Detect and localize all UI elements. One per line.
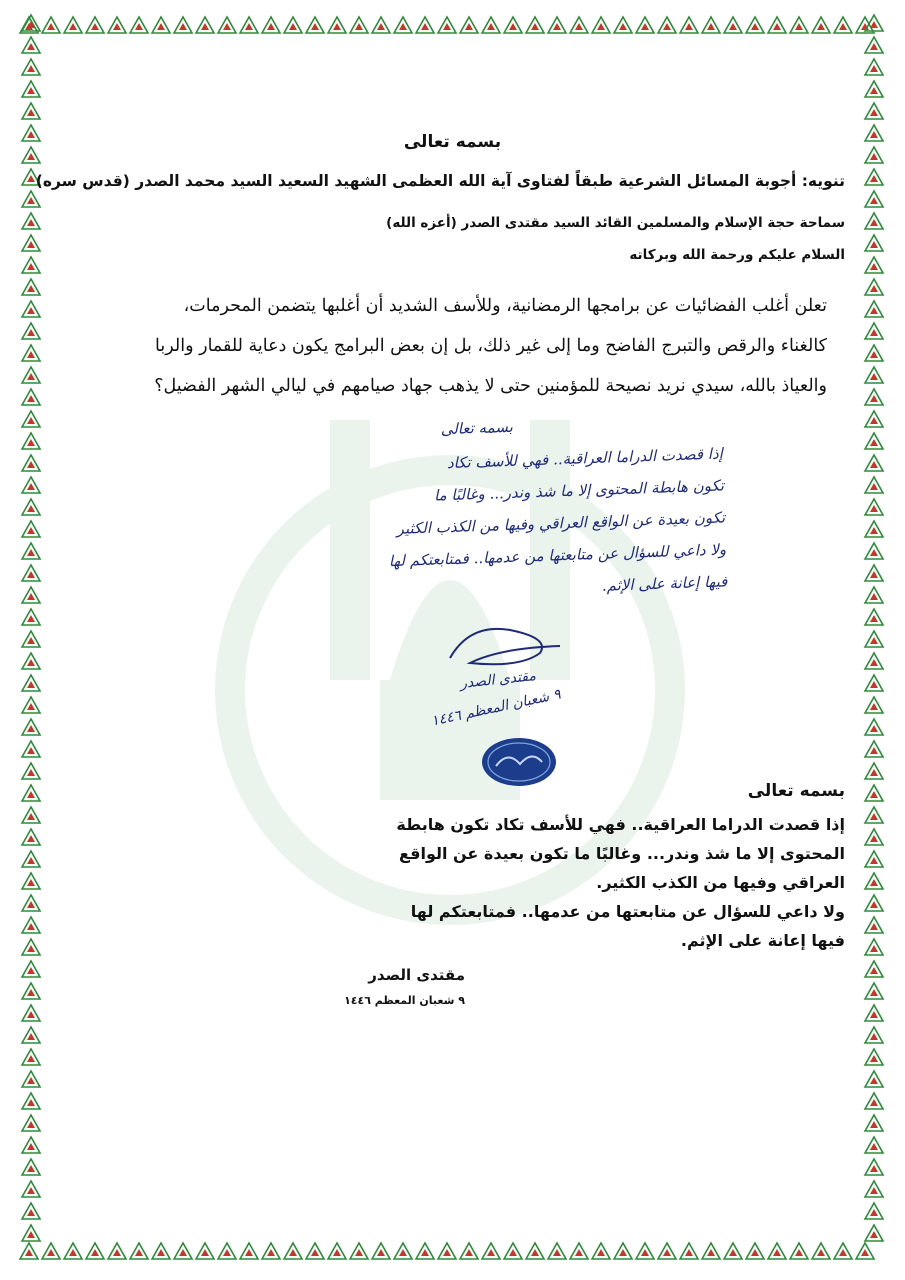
answer-line: إذا قصدت الدراما العراقية.. فهي للأسف تكاد تكون هابطة xyxy=(396,815,845,834)
answer-signature-name: مقتدى الصدر xyxy=(368,966,465,984)
answer-line: العراقي وفيها من الكذب الكثير. xyxy=(596,873,845,892)
answer-date: ٩ شعبان المعظم ١٤٤٦ xyxy=(344,994,465,1007)
decorative-border-bottom xyxy=(18,1238,887,1264)
handwritten-date: ٩ شعبان المعظم ١٤٤٦ xyxy=(429,686,563,730)
typed-answer xyxy=(305,777,845,1012)
handwritten-line: فيها إعانة على الإثم. xyxy=(601,572,728,595)
handwritten-signature xyxy=(440,618,570,678)
answer-line: فيها إعانة على الإثم. xyxy=(680,931,845,950)
question-line: كالغناء والرقص والتبرج الفاضح وما إلى غير ذلك، بل إن بعض البرامج يكون دعاية للقمار والربا xyxy=(155,336,827,356)
question-text xyxy=(60,286,827,406)
basmala-heading: بسمه تعالى xyxy=(403,132,502,152)
answer-line: ولا داعي للسؤال عن متابعتها من عدمها.. فمتابعتكم لها xyxy=(410,902,845,921)
handwritten-line: إذا قصدت الدراما العراقية.. فهي للأسف تكاد xyxy=(446,444,724,473)
handwritten-basmala: بسمه تعالى xyxy=(440,417,514,439)
decorative-border-left xyxy=(18,12,44,1264)
decorative-border-top xyxy=(18,12,887,38)
handwritten-line: تكون بعيدة عن الواقع العراقي وفيها من الكذب الكثير xyxy=(396,508,726,538)
handwritten-name: مقتدى الصدر xyxy=(459,668,537,692)
greeting-line: السلام عليكم ورحمة الله وبركاته xyxy=(629,247,845,263)
question-line: تعلن أغلب الفضائيات عن برامجها الرمضانية، وللأسف الشديد أن أغلبها يتضمن المحرمات، xyxy=(183,296,827,316)
answer-basmala: بسمه تعالى xyxy=(747,781,845,801)
addressee-line: سماحة حجة الإسلام والمسلمين القائد السيد مقتدى الصدر (أعزه الله) xyxy=(386,215,845,231)
decorative-border-right xyxy=(861,12,887,1264)
fatwa-document xyxy=(35,60,845,1230)
handwritten-line: ولا داعي للسؤال عن متابعتها من عدمها.. فمتابعتكم لها xyxy=(388,540,727,571)
answer-line: المحتوى إلا ما شذ وندر... وغالبًا ما تكون بعيدة عن الواقع xyxy=(399,844,845,863)
handwritten-line: تكون هابطة المحتوى إلا ما شذ وندر... وغالبًا ما xyxy=(433,476,725,505)
question-line: والعياذ بالله، سيدي نريد نصيحة للمؤمنين حتى لا يذهب جهاد صيامهم في ليالي الشهر الفضيل؟ xyxy=(154,376,827,396)
handwritten-answer xyxy=(231,404,728,641)
notice-heading: تنويه: أجوبة المسائل الشرعية طبقاً لفتاوى آية الله العظمى الشهيد السعيد السيد محمد الصدر (قدس سره) xyxy=(35,172,845,190)
